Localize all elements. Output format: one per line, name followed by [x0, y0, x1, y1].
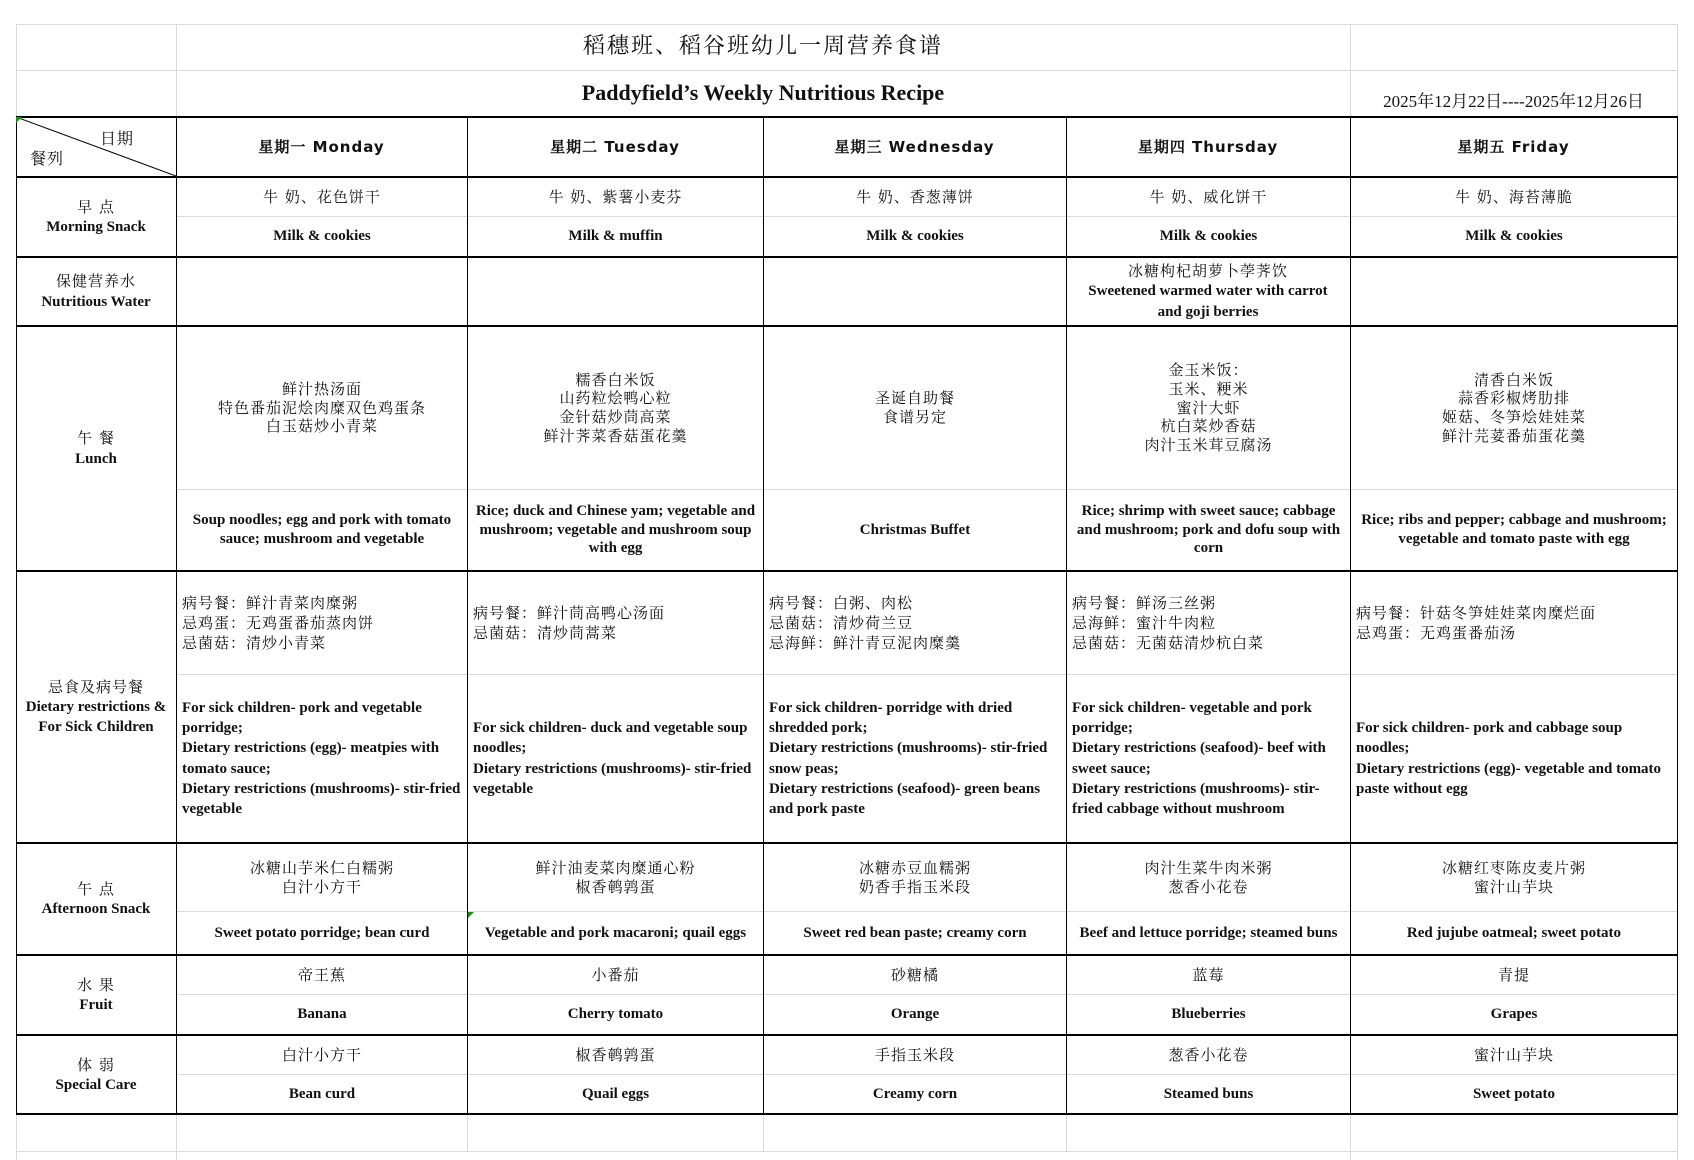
gridline [1677, 1114, 1678, 1160]
afternoon-snack-zh-cell: 鲜汁油麦菜肉糜通心粉 椒香鹌鹑蛋 [535, 858, 696, 896]
morning-snack-en-cell: Milk & cookies [1159, 228, 1258, 245]
fruit-en-cell: Cherry tomato [567, 1006, 664, 1023]
dietary-zh-cell: 病号餐：白粥、肉松 忌菌菇：清炒荷兰豆 忌海鲜：鲜汁青豆泥肉糜羹 [769, 593, 962, 653]
lunch-zh-cell: 糯香白米饭 山药粒烩鸭心粒 金针菇炒茼高菜 鲜汁荠菜香菇蛋花羹 [543, 370, 688, 445]
corner-date-label: 日期 [100, 129, 135, 148]
fruit-zh-cell: 青提 [1497, 965, 1530, 984]
label-zh: 早 点 [77, 197, 115, 216]
gridline [763, 1114, 764, 1151]
special-care-zh-cell: 蜜汁山芋块 [1473, 1045, 1554, 1064]
morning-snack-zh-cell: 牛 奶、紫薯小麦芬 [548, 187, 683, 206]
row-label-special-care [16, 1036, 176, 1114]
gridline [16, 24, 17, 116]
water-zh: 冰糖枸杞胡萝卜荸荠饮 [1127, 262, 1288, 281]
dietary-zh-cell: 病号餐：针菇冬笋娃娃菜肉糜烂面 忌鸡蛋：无鸡蛋番茄汤 [1356, 603, 1597, 642]
lunch-en-cell: Christmas Buffet [859, 521, 971, 538]
afternoon-snack-zh-cell: 肉汁生菜牛肉米粥 葱香小花卷 [1144, 858, 1273, 896]
table-border [176, 116, 177, 1115]
special-care-en-cell: Quail eggs [581, 1086, 650, 1103]
row-label-lunch [16, 327, 176, 570]
fruit-zh-cell: 蓝莓 [1192, 965, 1225, 984]
fruit-en-cell: Banana [297, 1006, 347, 1023]
fruit-en-cell: Orange [890, 1006, 940, 1023]
dietary-en-cell: For sick children- pork and vegetable porridge; Dietary restrictions (egg)- meatpies with tomato sauce; Dietary restrictions (mushrooms)- stir-fried vegetable [182, 699, 461, 817]
special-care-zh-cell: 葱香小花卷 [1168, 1045, 1249, 1064]
title-chinese: 稻穗班、稻谷班幼儿一周营养食谱 [582, 34, 943, 60]
morning-snack-en-cell: Milk & muffin [568, 228, 663, 245]
fruit-zh-cell: 砂糖橘 [890, 965, 939, 984]
lunch-zh-cell: 鲜汁热汤面 特色番茄泥烩肉糜双色鸡蛋条 白玉菇炒小青菜 [217, 379, 426, 436]
afternoon-snack-en-cell: Vegetable and pork macaroni; quail eggs [484, 924, 747, 941]
table-border [763, 116, 764, 1115]
table-border [467, 116, 468, 1115]
gridline [1350, 1114, 1351, 1160]
row-label-morning-snack [16, 178, 176, 256]
label-en: Dietary restrictions & For Sick Children [25, 698, 167, 736]
label-zh: 午 餐 [77, 429, 115, 448]
morning-snack-en-cell: Milk & cookies [1465, 228, 1563, 245]
dietary-zh-cell: 病号餐：鲜汤三丝粥 忌海鲜：蜜汁牛肉粒 忌菌菇：无菌菇清炒杭白菜 [1072, 593, 1265, 653]
table-border [16, 256, 1678, 258]
table-border [1350, 116, 1351, 1115]
label-en: Afternoon Snack [41, 901, 151, 917]
afternoon-snack-zh-cell: 冰糖红枣陈皮麦片粥 蜜汁山芋块 [1441, 858, 1586, 896]
gridline [16, 1114, 17, 1160]
comment-marker-icon [468, 912, 475, 919]
row-label-afternoon-snack [16, 844, 176, 954]
corner-meal-label: 餐列 [30, 149, 65, 168]
lunch-zh-cell: 圣诞自助餐 食谱另定 [874, 389, 955, 426]
lunch-en-cell: Rice; duck and Chinese yam; vegetable and mushroom; vegetable and mushroom soup with egg [475, 502, 756, 557]
fruit-zh-cell: 帝王蕉 [297, 965, 346, 984]
special-care-zh-cell: 白汁小方干 [281, 1045, 362, 1064]
water-thursday [1066, 258, 1350, 325]
label-zh: 保健营养水 [55, 272, 136, 291]
special-care-en-cell: Bean curd [288, 1086, 356, 1103]
dietary-en-cell: For sick children- porridge with dried shredded pork; Dietary restrictions (mushrooms)- stir-fried snow peas; Dietary restrictions (seafood)- green beans and pork paste [769, 699, 1048, 817]
date-range: 2025年12月22日----2025年12月26日 [1383, 92, 1644, 112]
lunch-en-cell: Soup noodles; egg and pork with tomato sauce; mushroom and vegetable [192, 512, 452, 547]
dietary-en-cell: For sick children- pork and cabbage soup noodles; Dietary restrictions (egg)- vegetable and tomato paste without egg [1356, 720, 1662, 797]
dietary-en-cell: For sick children- duck and vegetable soup noodles; Dietary restrictions (mushrooms)- stir-fried vegetable [473, 720, 752, 797]
afternoon-snack-en-cell: Sweet potato porridge; bean curd [214, 924, 430, 941]
lunch-en-cell: Rice; ribs and pepper; cabbage and mushroom; vegetable and tomato paste with egg [1361, 512, 1667, 547]
afternoon-snack-en-cell: Beef and lettuce porridge; steamed buns [1079, 924, 1338, 941]
special-care-en-cell: Steamed buns [1163, 1086, 1254, 1103]
day-header-friday: 星期五 Friday [1457, 137, 1570, 156]
day-header-monday: 星期一 Monday [258, 137, 385, 156]
gridline [176, 1114, 177, 1160]
gridline [1066, 1114, 1067, 1151]
fruit-en-cell: Blueberries [1171, 1006, 1246, 1023]
lunch-zh-cell: 清香白米饭 蒜香彩椒烤肋排 姬菇、冬笋烩娃娃菜 鲜汁芫荽番茄蛋花羹 [1441, 370, 1586, 445]
comment-marker-icon [16, 117, 22, 123]
morning-snack-zh-cell: 牛 奶、海苔薄脆 [1455, 187, 1573, 206]
afternoon-snack-zh-cell: 冰糖山芋米仁白糯粥 白汁小方干 [249, 858, 394, 896]
dietary-zh-cell: 病号餐：鲜汁茼高鸭心汤面 忌菌菇：清炒茼蒿菜 [473, 603, 666, 642]
gridline [467, 1114, 468, 1151]
row-label-dietary [16, 572, 176, 842]
dietary-zh-cell: 病号餐：鲜汁青菜肉糜粥 忌鸡蛋：无鸡蛋番茄蒸肉饼 忌菌菇：清炒小青菜 [182, 593, 375, 653]
special-care-zh-cell: 椒香鹌鹑蛋 [575, 1045, 656, 1064]
label-zh: 午 点 [77, 879, 115, 898]
day-header-tuesday: 星期二 Tuesday [550, 137, 680, 156]
fruit-zh-cell: 小番茄 [591, 965, 640, 984]
lunch-en-cell: Rice; shrimp with sweet sauce; cabbage and mushroom; pork and dofu soup with corn [1076, 502, 1341, 557]
gridline [1677, 24, 1678, 116]
label-zh: 体 弱 [77, 1055, 115, 1074]
row-label-water [16, 258, 176, 325]
morning-snack-zh-cell: 牛 奶、花色饼干 [263, 187, 381, 206]
morning-snack-zh-cell: 牛 奶、香葱薄饼 [856, 187, 974, 206]
morning-snack-en-cell: Milk & cookies [273, 228, 371, 245]
fruit-en-cell: Grapes [1490, 1006, 1538, 1023]
label-en: Lunch [75, 450, 117, 467]
special-care-en-cell: Creamy corn [872, 1086, 958, 1103]
afternoon-snack-en-cell: Red jujube oatmeal; sweet potato [1406, 924, 1622, 941]
label-en: Fruit [79, 997, 113, 1013]
label-en: Morning Snack [46, 219, 146, 235]
title-english: Paddyfield’s Weekly Nutritious Recipe [581, 80, 945, 106]
morning-snack-zh-cell: 牛 奶、威化饼干 [1149, 187, 1268, 206]
day-header-thursday: 星期四 Thursday [1137, 137, 1279, 156]
afternoon-snack-en-cell: Sweet red bean paste; creamy corn [803, 924, 1027, 941]
label-en: Nutritious Water [41, 293, 151, 310]
label-zh: 水 果 [77, 975, 115, 994]
label-zh: 忌食及病号餐 [47, 677, 144, 696]
dietary-en-cell: For sick children- vegetable and pork porridge; Dietary restrictions (seafood)- beef with sweet sauce; Dietary restrictions (mushrooms)- stir-fried cabbage without mushroom [1072, 699, 1326, 817]
special-care-en-cell: Sweet potato [1472, 1086, 1556, 1103]
row-label-fruit [16, 956, 176, 1034]
morning-snack-en-cell: Milk & cookies [866, 228, 964, 245]
label-en: Special Care [55, 1077, 137, 1093]
gridline [16, 1151, 1678, 1152]
lunch-zh-cell: 金玉米饭： 玉米、粳米 蜜汁大虾 杭白菜炒香菇 肉汁玉米茸豆腐汤 [1144, 361, 1273, 455]
table-border [1677, 116, 1678, 1115]
water-en: Sweetened warmed water with carrot and goji berries [1088, 283, 1328, 320]
day-header-wednesday: 星期三 Wednesday [834, 137, 995, 156]
special-care-zh-cell: 手指玉米段 [874, 1045, 955, 1064]
afternoon-snack-zh-cell: 冰糖赤豆血糯粥 奶香手指玉米段 [858, 858, 971, 896]
